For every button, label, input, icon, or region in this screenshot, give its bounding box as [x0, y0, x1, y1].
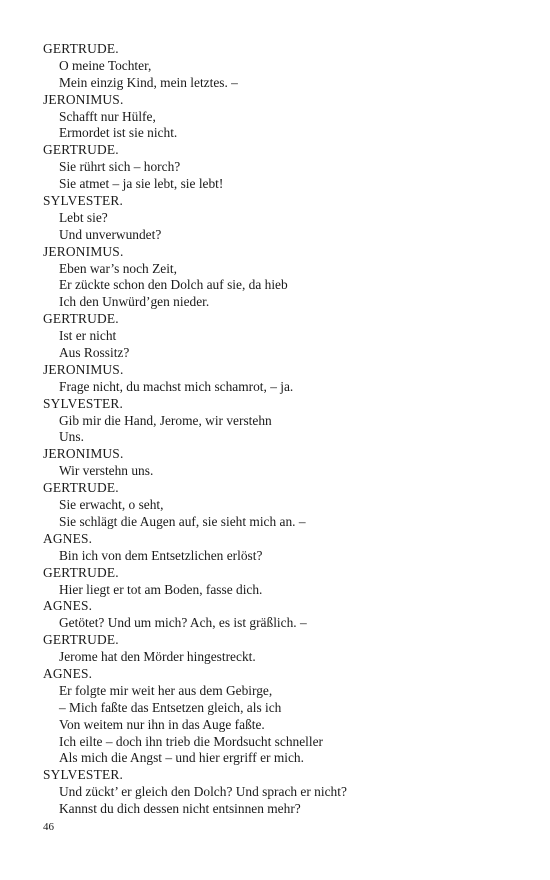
verse-line: Ich den Unwürd’gen nieder.: [59, 294, 210, 310]
verse-line: Wir verstehn uns.: [59, 463, 154, 479]
verse-line: Mein einzig Kind, mein letztes. –: [59, 74, 238, 90]
verse-line: Lebt sie?: [59, 209, 108, 225]
speaker-name: JERONIMUS.: [43, 446, 124, 462]
verse-line: Ich eilte – doch ihn trieb die Mordsucht schneller: [59, 733, 324, 749]
verse-line: Er folgte mir weit her aus dem Gebirge,: [59, 682, 273, 698]
page-number: 46: [43, 821, 54, 833]
speaker-name: AGNES.: [43, 665, 93, 681]
verse-line: – Mich faßte das Entsetzen gleich, als ich: [59, 699, 282, 715]
verse-line: Bin ich von dem Entsetzlichen erlöst?: [59, 547, 263, 563]
verse-line: Und unverwundet?: [59, 226, 162, 242]
verse-line: Als mich die Angst – und hier ergriff er mich.: [59, 750, 304, 766]
verse-line: Frage nicht, du machst mich schamrot, – ja.: [59, 378, 294, 394]
speaker-name: GERTRUDE.: [43, 41, 119, 56]
speaker-name: GERTRUDE.: [43, 311, 119, 327]
speaker-name: GERTRUDE.: [43, 480, 119, 496]
verse-line: Und zückt’ er gleich den Dolch? Und sprach er nicht?: [59, 784, 347, 800]
verse-line: Sie rührt sich – horch?: [59, 159, 181, 175]
verse-line: Hier liegt er tot am Boden, fasse dich.: [59, 581, 263, 597]
play-text: [43, 41, 513, 818]
verse-line: Ist er nicht: [59, 328, 117, 344]
speaker-name: GERTRUDE.: [43, 632, 119, 648]
verse-line: Er zückte schon den Dolch auf sie, da hieb: [59, 277, 288, 293]
verse-line: Sie erwacht, o seht,: [59, 497, 164, 513]
speaker-name: JERONIMUS.: [43, 91, 124, 107]
speaker-name: SYLVESTER.: [43, 767, 124, 783]
speaker-name: AGNES.: [43, 598, 93, 614]
verse-line: Uns.: [59, 429, 84, 445]
verse-line: Aus Rossitz?: [59, 345, 130, 361]
verse-line: Eben war’s noch Zeit,: [59, 260, 177, 276]
speaker-name: JERONIMUS.: [43, 243, 124, 259]
speaker-name: AGNES.: [43, 530, 93, 546]
verse-line: Ermordet ist sie nicht.: [59, 125, 178, 141]
verse-line: Schafft nur Hülfe,: [59, 108, 156, 124]
speaker-name: GERTRUDE.: [43, 564, 119, 580]
verse-line: Getötet? Und um mich? Ach, es ist gräßlich. –: [59, 615, 307, 631]
speaker-name: JERONIMUS.: [43, 361, 124, 377]
verse-line: Von weitem nur ihn in das Auge faßte.: [59, 716, 265, 732]
speaker-name: GERTRUDE.: [43, 142, 119, 158]
speaker-name: SYLVESTER.: [43, 193, 124, 209]
verse-line: Gib mir die Hand, Jerome, wir verstehn: [59, 412, 272, 428]
verse-line: Sie schlägt die Augen auf, sie sieht mich an. –: [59, 513, 306, 529]
verse-line: O meine Tochter,: [59, 57, 152, 73]
verse-line: Jerome hat den Mörder hingestreckt.: [59, 649, 256, 665]
verse-line: Kannst du dich dessen nicht entsinnen mehr?: [59, 801, 301, 817]
verse-line: Sie atmet – ja sie lebt, sie lebt!: [59, 176, 224, 192]
speaker-name: SYLVESTER.: [43, 395, 124, 411]
